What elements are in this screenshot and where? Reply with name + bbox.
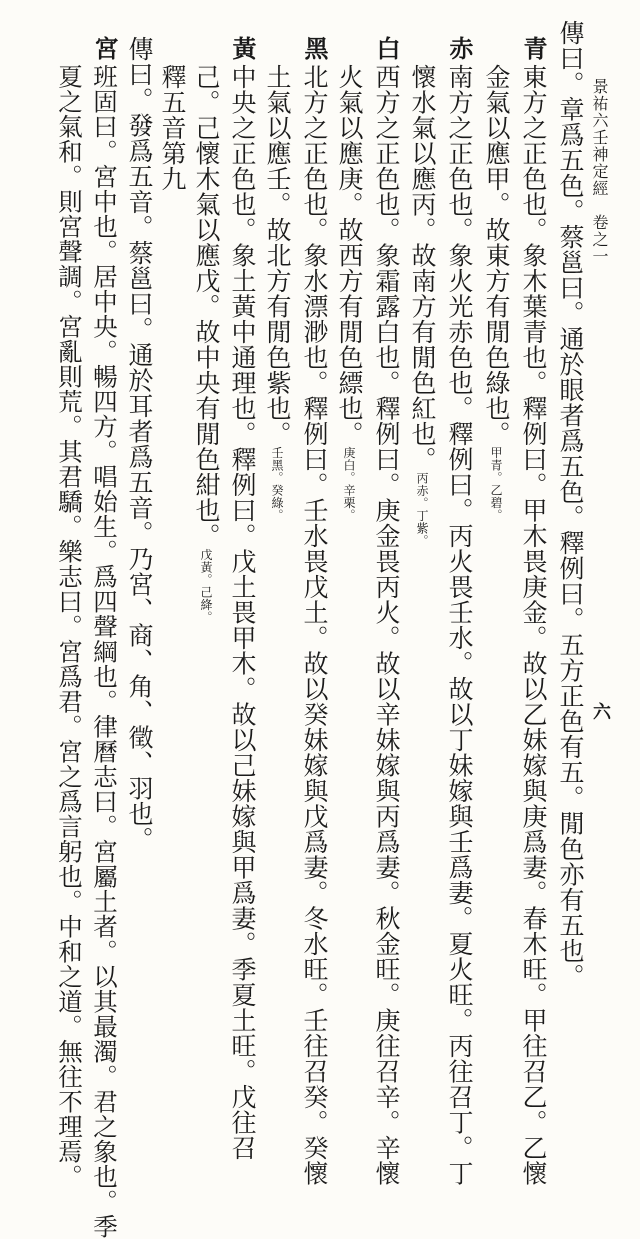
text-column-10: 中央之正色也。象土黃中通理也。釋例曰。戊土畏甲木。故以己妹嫁與甲爲妻。季夏土旺。戊往召 <box>228 64 257 1161</box>
text-column-15: 夏之氣和。則宮聲調。宮亂則荒。其君驕。樂志曰。宮爲君。宮之爲言躬也。中和之道。無往不理焉。 <box>55 64 84 1189</box>
color-label-qing: 青 <box>519 36 548 61</box>
text-column-3: 金氣以應甲。故東方有閒色綠也。甲青。乙碧。 <box>482 64 511 522</box>
text-column-6: 西方之正色也。象霜露白也。釋例曰。庚金畏丙火。故以辛妹嫁與丙爲妻。秋金旺。庚往召辛。辛懷 <box>372 64 401 1186</box>
text-column-14: 班固曰。宮中也。居中央。暢四方。唱始生。爲四聲綱也。律曆志曰。宮屬土者。以其最濁。君之象也。季 <box>90 64 119 1239</box>
page-number: 六 <box>593 702 611 723</box>
text-column-11: 己。己懷木氣以應戊。故中央有閒色紺也。戊黃。己絳。 <box>192 64 221 624</box>
color-label-chi: 赤 <box>445 36 474 61</box>
interlinear-note: 壬黑。癸綠。 <box>270 446 284 522</box>
interlinear-note: 庚白。辛栗。 <box>342 446 356 522</box>
interlinear-note: 丙赤。丁紫。 <box>415 472 429 547</box>
text-column-7: 火氣以應庚。故西方有閒色縹也。庚白。辛栗。 <box>335 64 364 522</box>
text-column-13: 傳曰。發爲五音。蔡邕曰。通於耳者爲五音。乃宮、商、角、徵、羽也。 <box>125 36 154 852</box>
text-column-1: 傳曰。章爲五色。蔡邕曰。通於眼者爲五色。釋例曰。五方正色有五。閒色亦有五也。 <box>556 20 585 989</box>
interlinear-note: 戊黃。己絳。 <box>199 548 213 624</box>
text-column-5: 懷水氣以應丙。故南方有閒色紅也。丙赤。丁紫。 <box>408 64 437 547</box>
note-label-gong: 宮 <box>90 36 119 61</box>
text-column-8: 北方之正色也。象水漂渺也。釋例曰。壬水畏戊土。故以癸妹嫁與戊爲妻。冬水旺。壬往召癸。癸懷 <box>300 64 329 1186</box>
color-label-huang: 黃 <box>228 36 257 61</box>
color-label-hei: 黑 <box>300 36 329 61</box>
text-column-2: 東方之正色也。象木葉青也。釋例曰。甲木畏庚金。故以乙妹嫁與庚爲妻。春木旺。甲往召乙。乙懷 <box>519 64 548 1186</box>
color-label-bai: 白 <box>372 36 401 61</box>
running-title: 景祐六壬神定經 卷之一 <box>590 78 609 265</box>
interlinear-note: 甲青。乙碧。 <box>489 446 503 522</box>
text-column-4: 南方之正色也。象火光赤色也。釋例曰。丙火畏壬水。故以丁妹嫁與壬爲妻。夏火旺。丙往召丁。丁 <box>445 64 474 1186</box>
section-title: 釋五音第九 <box>158 64 187 192</box>
text-column-9: 土氣以應壬。故北方有閒色紫也。壬黑。癸綠。 <box>263 64 292 522</box>
